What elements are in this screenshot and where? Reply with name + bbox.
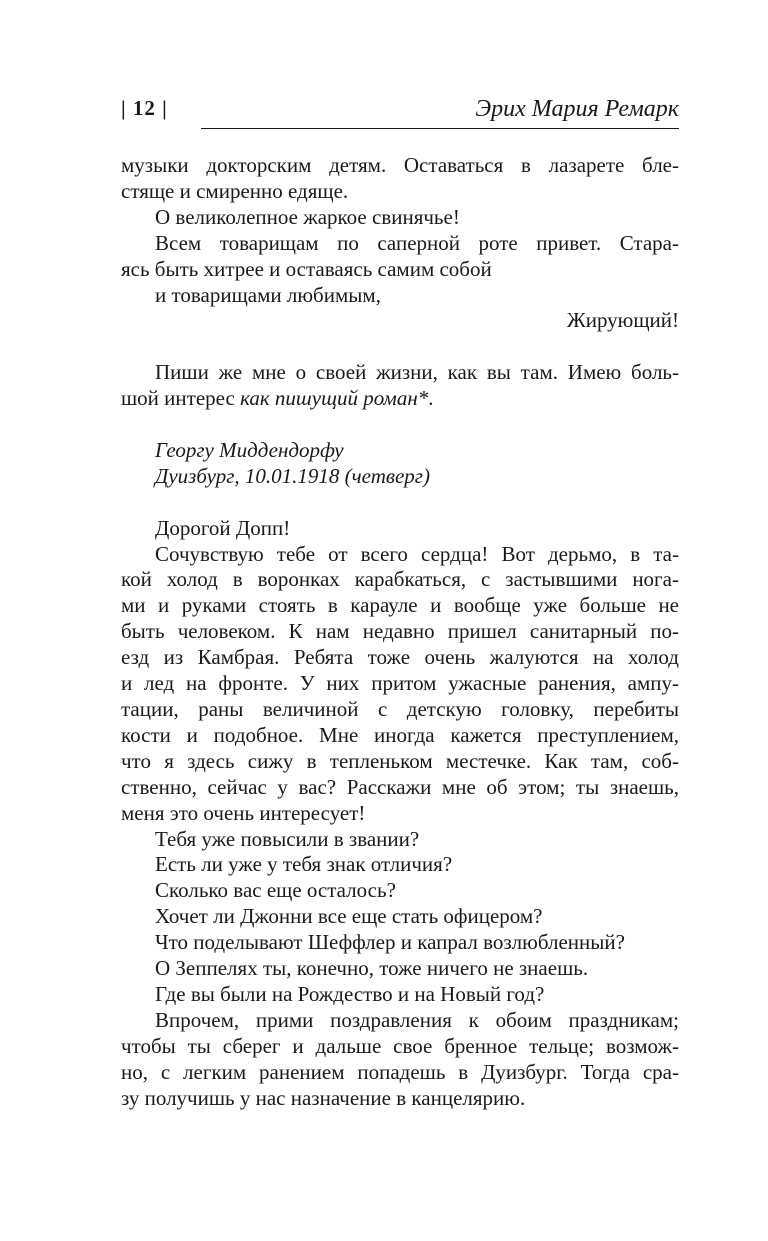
paragraph-gap [121,412,679,438]
book-page [121,96,679,1111]
text-line: ясь быть хитрее и оставаясь самим собой [121,256,492,281]
text-line: чтобы ты сберег и дальше свое бренное тельце; возмож- [121,1033,679,1058]
text-line: что я здесь сижу в тепленьком местечке. Как там, соб- [121,748,679,773]
paragraph-gap [121,490,679,516]
text-line [121,386,679,412]
letter-addressee: Георгу Миддендорфу [155,437,344,462]
letter-greeting: Дорогой Допп! [155,515,291,540]
text-run: шой интерес [121,386,241,411]
text-line: О великолепное жаркое свинячье! [155,204,460,229]
letter-place-date: Дуизбург, 10.01.1918 (четверг) [155,463,430,488]
text-run: . [428,386,434,411]
text-line: Тебя уже повысили в звании? [155,826,420,851]
text-line: стяще и смиренно едяще. [121,178,349,203]
text-line: Всем товарищам по саперной роте привет. Стара- [155,230,679,255]
paragraph-gap [121,334,679,360]
signature-line: Жирующий! [566,308,679,333]
page-header [121,96,679,136]
text-line: О Зеппелях ты, конечно, тоже ничего не знаешь. [155,956,589,981]
text-line: Что поделывают Шеффлер и капрал возлюбленный? [155,930,625,955]
text-line: и лед на фронте. У них притом ужасные ранения, ампу- [121,671,679,696]
text-line: кой холод в воронках карабкаться, с застывшими нога- [121,567,679,592]
text-line: ми и руками стоять в карауле и вообще уже больше не [121,593,679,618]
text-line: тации, раны величиной с детскую головку, перебиты [121,696,679,721]
text-line: Сколько вас еще осталось? [155,878,396,903]
italic-text-run: как пишущий роман* [240,386,429,411]
page-number: | 12 | [121,96,168,120]
text-line: Есть ли уже у тебя знак отличия? [155,852,453,877]
text-line: езд из Камбрая. Ребята тоже очень жалуются на холод [121,645,679,670]
text-line: зу получишь у нас назначение в канцелярию. [121,1085,526,1110]
text-line: быть человеком. К нам недавно пришел санитарный по- [121,619,679,644]
body-text [121,153,679,1111]
text-line: Сочувствую тебе от всего сердца! Вот дерьмо, в та- [155,541,679,566]
text-line: меня это очень интересует! [121,800,366,825]
text-line: Хочет ли Джонни все еще стать офицером? [155,904,543,929]
text-line: ственно, сейчас у вас? Расскажи мне об этом; ты знаешь, [121,774,679,799]
text-line: и товарищами любимым, [155,282,381,307]
header-rule [201,128,679,129]
text-line: Где вы были на Рождество и на Новый год? [155,981,545,1006]
text-line: Пиши же мне о своей жизни, как вы там. Имею боль- [155,360,679,385]
text-line: но, с легким ранением попадешь в Дуизбург. Тогда сра- [121,1059,679,1084]
text-line: Впрочем, прими поздравления к обоим праздникам; [155,1007,679,1032]
running-title: Эрих Мария Ремарк [475,96,679,122]
text-line: кости и подобное. Мне иногда кажется преступлением, [121,722,679,747]
text-line: музыки докторским детям. Оставаться в лазарете бле- [121,153,679,177]
